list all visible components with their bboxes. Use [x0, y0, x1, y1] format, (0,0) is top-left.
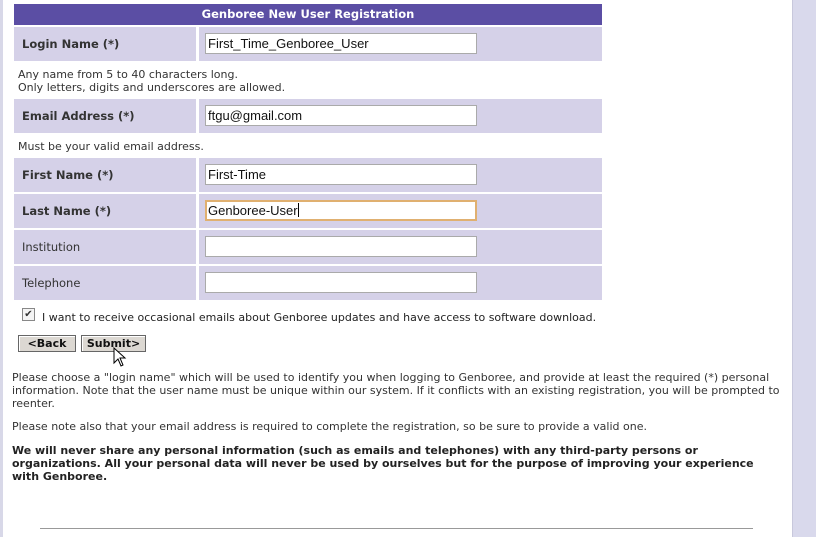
cell-divider [196, 99, 199, 133]
cell-divider [196, 194, 199, 228]
first-name-input[interactable]: First-Time [205, 164, 477, 185]
cell-divider [196, 158, 199, 192]
updates-checkbox-label: I want to receive occasional emails about Genboree updates and have access to software download. [42, 311, 597, 324]
login-row [14, 27, 602, 61]
login-hint [18, 68, 285, 94]
mouse-pointer-icon [113, 347, 127, 367]
email-input[interactable]: ftgu@gmail.com [205, 105, 477, 126]
instructions-paragraph: Please choose a "login name" which will be used to identify you when logging to Genboree, and provide at least the required (*) personal information. Note that the user name must be unique within our system. If it conflicts with an existing registration, you will be prompted to reenter. [12, 371, 780, 410]
right-side-panel [792, 0, 816, 537]
email-hint: Must be your valid email address. [18, 140, 204, 153]
first-name-row [14, 158, 602, 192]
text-caret [298, 203, 299, 217]
cell-divider [196, 230, 199, 264]
first-name-label: First Name (*) [22, 168, 114, 182]
email-row [14, 99, 602, 133]
footer-divider [40, 528, 753, 529]
submit-button[interactable]: Submit> [81, 335, 146, 352]
login-hint-line-1: Any name from 5 to 40 characters long. [18, 68, 238, 81]
email-note-paragraph: Please note also that your email address is required to complete the registration, so be sure to provide a valid one. [12, 420, 647, 433]
telephone-input[interactable] [205, 272, 477, 293]
telephone-row [14, 266, 602, 300]
last-name-row [14, 194, 602, 228]
back-button[interactable]: <Back [18, 335, 76, 352]
cell-divider [196, 27, 199, 61]
updates-checkbox[interactable]: ✔ [22, 308, 35, 321]
last-name-input[interactable] [205, 200, 477, 221]
last-name-value: Genboree-User [208, 203, 298, 218]
login-hint-line-2: Only letters, digits and underscores are allowed. [18, 81, 286, 94]
institution-row [14, 230, 602, 264]
login-label: Login Name (*) [22, 37, 120, 51]
login-name-input[interactable]: First_Time_Genboree_User [205, 33, 477, 54]
form-title: Genboree New User Registration [14, 4, 602, 25]
email-label: Email Address (*) [22, 109, 135, 123]
institution-label: Institution [22, 240, 81, 254]
telephone-label: Telephone [22, 276, 81, 290]
page-left-border [0, 0, 3, 537]
institution-input[interactable] [205, 236, 477, 257]
privacy-notice: We will never share any personal information (such as emails and telephones) with any third-party persons or organizations. All your personal data will never be used by ourselves but for the purpose of improving your experience with Genboree. [12, 444, 754, 483]
cell-divider [196, 266, 199, 300]
last-name-label: Last Name (*) [22, 204, 112, 218]
